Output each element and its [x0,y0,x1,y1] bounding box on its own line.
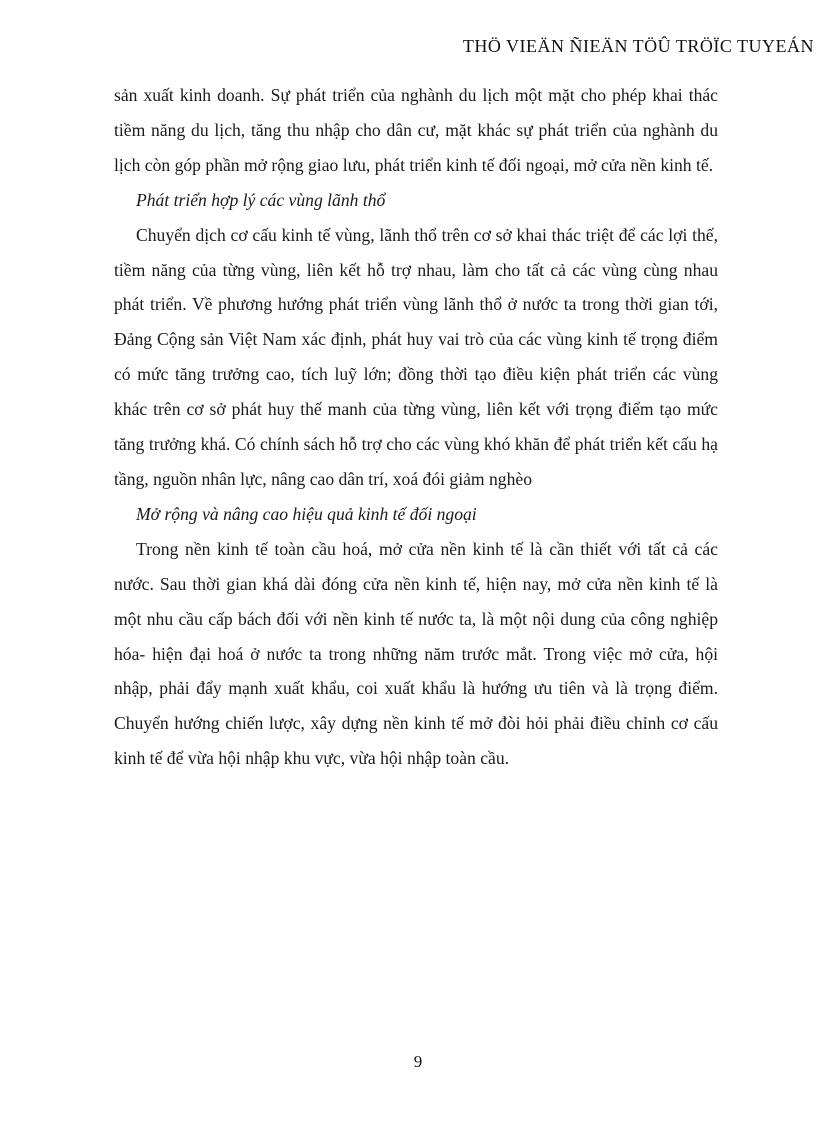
section-heading-foreign-economics: Mở rộng và nâng cao hiệu quả kinh tế đối ngoại [136,503,477,524]
running-header: THÖ VIEÄN ÑIEÄN TÖÛ TRÖÏC TUYEÁN [462,36,814,56]
page-number: 9 [413,1052,423,1071]
paragraph-foreign-economics: Trong nền kinh tế toàn cầu hoá, mở cửa nền kinh tế là cần thiết với tất cả các nước. Sau thời gian khá dài đóng cửa nền kinh tế, hiện nay, mở cửa nền kinh tế là một nhu cầu cấp bách đối với nền kinh tế nước ta, là một nội dung của công nghiệp hóa- hiện đại hoá ở nước ta trong những năm trước mắt. Trong việc mở cửa, hội nhập, phải đẩy mạnh xuất khẩu, coi xuất khẩu là hướng ưu tiên và là trọng điểm. Chuyển hướng chiến lược, xây dựng nền kinh tế mở đòi hỏi phải điều chỉnh cơ cấu kinh tế để vừa hội nhập khu vực, vừa hội nhập toàn cầu. [114,538,718,769]
document-body [114,78,718,776]
section-heading-regional-development: Phát triển hợp lý các vùng lãnh thổ [136,189,386,210]
paragraph-regional-development: Chuyển dịch cơ cấu kinh tế vùng, lãnh thổ trên cơ sở khai thác triệt để các lợi thế, tiềm năng của từng vùng, liên kết hỗ trợ nhau, làm cho tất cả các vùng cùng nhau phát triển. Về phương hướng phát triển vùng lãnh thổ ở nước ta trong thời gian tới, Đảng Cộng sản Việt Nam xác định, phát huy vai trò của các vùng kinh tế trọng điểm có mức tăng trưởng cao, tích luỹ lớn; đồng thời tạo điều kiện phát triển các vùng khác trên cơ sở phát huy thế manh của từng vùng, liên kết với trọng điểm tạo mức tăng trưởng khá. Có chính sách hỗ trợ cho các vùng khó khăn để phát triển kết cấu hạ tầng, nguồn nhân lực, nâng cao dân trí, xoá đói giảm nghèo [114,224,718,489]
paragraph-continuation: sản xuất kinh doanh. Sự phát triển của nghành du lịch một mặt cho phép khai thác tiềm năng du lịch, tăng thu nhập cho dân cư, mặt khác sự phát triển của nghành du lịch còn góp phần mở rộng giao lưu, phát triển kinh tế đối ngoại, mở cửa nền kinh tế. [114,85,718,175]
